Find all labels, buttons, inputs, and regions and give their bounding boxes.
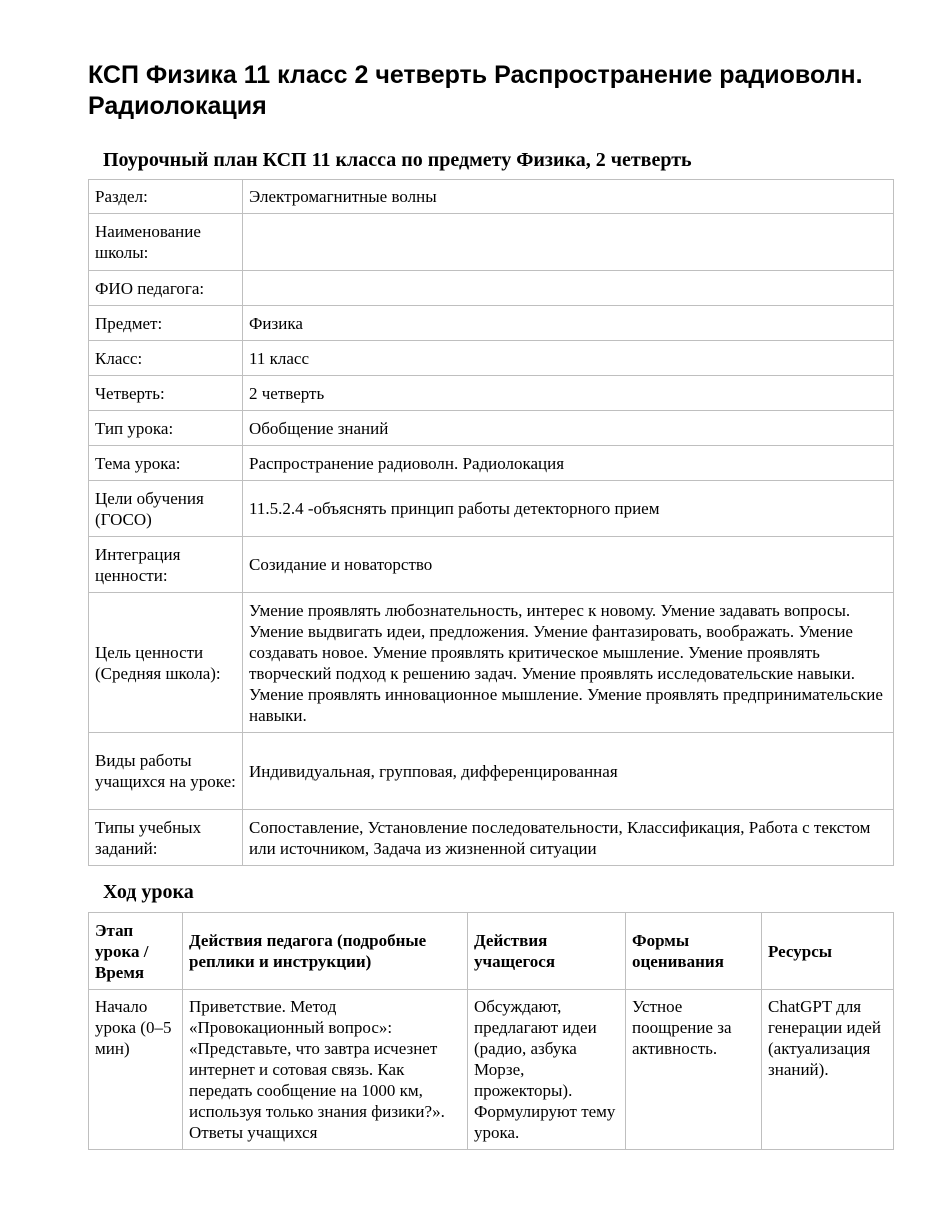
table-row bbox=[89, 810, 894, 866]
table-row bbox=[89, 180, 894, 214]
course-heading: Ход урока bbox=[103, 881, 194, 903]
plan-label: Раздел: bbox=[89, 180, 243, 214]
table-row bbox=[89, 411, 894, 446]
document-title: КСП Физика 11 класс 2 четверть Распространение радиоволн. Радиолокация bbox=[88, 61, 863, 120]
column-header-teacher-actions: Действия педагога (подробные реплики и инструкции) bbox=[183, 913, 468, 990]
plan-value: 2 четверть bbox=[243, 376, 894, 411]
plan-value: Умение проявлять любознательность, интерес к новому. Умение задавать вопросы. Умение выдвигать идеи, предложения. Умение фантазировать, воображать. Умение создавать новое. Умение проявлять критическое мышление. Умение проявлять творческий подход к решению задач. Умение проявлять исследовательские навыки. Умение проявлять инновационное мышление. Умение проявлять предпринимательские навыки. bbox=[243, 593, 894, 733]
table-row bbox=[89, 306, 894, 341]
plan-value: 11.5.2.4 -объяснять принцип работы детекторного прием bbox=[243, 481, 894, 537]
plan-label: Цели обучения (ГОСО) bbox=[89, 481, 243, 537]
plan-label: Цель ценности (Средняя школа): bbox=[89, 593, 243, 733]
cell-teacher-actions: Приветствие. Метод «Провокационный вопрос»: «Представьте, что завтра исчезнет интернет и сотовая связь. Как передать сообщение на 1000 км, используя только знания физики?». Ответы учащихся bbox=[183, 990, 468, 1150]
plan-label: Класс: bbox=[89, 341, 243, 376]
plan-value: Обобщение знаний bbox=[243, 411, 894, 446]
plan-value: Индивидуальная, групповая, дифференцированная bbox=[243, 733, 894, 810]
column-header-assessment: Формы оценивания bbox=[626, 913, 762, 990]
table-row bbox=[89, 341, 894, 376]
table-row bbox=[89, 271, 894, 306]
cell-resources: ChatGPT для генерации идей (актуализация знаний). bbox=[762, 990, 894, 1150]
plan-label: Предмет: bbox=[89, 306, 243, 341]
table-row bbox=[89, 733, 894, 810]
table-row bbox=[89, 593, 894, 733]
table-row bbox=[89, 990, 894, 1150]
cell-assessment: Устное поощрение за активность. bbox=[626, 990, 762, 1150]
column-header-stage: Этап урока / Время bbox=[89, 913, 183, 990]
plan-label: Четверть: bbox=[89, 376, 243, 411]
plan-value: Электромагнитные волны bbox=[243, 180, 894, 214]
column-header-resources: Ресурсы bbox=[762, 913, 894, 990]
course-table bbox=[88, 912, 894, 1150]
plan-value: 11 класс bbox=[243, 341, 894, 376]
plan-value: Сопоставление, Установление последовательности, Классификация, Работа с текстом или источником, Задача из жизненной ситуации bbox=[243, 810, 894, 866]
plan-label: ФИО педагога: bbox=[89, 271, 243, 306]
table-row bbox=[89, 214, 894, 271]
plan-table bbox=[88, 179, 894, 866]
plan-label: Виды работы учащихся на уроке: bbox=[89, 733, 243, 810]
plan-label: Тип урока: bbox=[89, 411, 243, 446]
plan-value: Созидание и новаторство bbox=[243, 537, 894, 593]
plan-label: Наименование школы: bbox=[89, 214, 243, 271]
table-row bbox=[89, 481, 894, 537]
table-row bbox=[89, 446, 894, 481]
plan-heading: Поурочный план КСП 11 класса по предмету Физика, 2 четверть bbox=[103, 149, 692, 171]
plan-label: Тема урока: bbox=[89, 446, 243, 481]
table-row bbox=[89, 537, 894, 593]
table-header-row bbox=[89, 913, 894, 990]
plan-value: Физика bbox=[243, 306, 894, 341]
plan-value bbox=[243, 271, 894, 306]
cell-student-actions: Обсуждают, предлагают идеи (радио, азбука Морзе, прожекторы). Формулируют тему урока. bbox=[468, 990, 626, 1150]
plan-label: Интеграция ценности: bbox=[89, 537, 243, 593]
column-header-student-actions: Действия учащегося bbox=[468, 913, 626, 990]
plan-label: Типы учебных заданий: bbox=[89, 810, 243, 866]
plan-value: Распространение радиоволн. Радиолокация bbox=[243, 446, 894, 481]
table-row bbox=[89, 376, 894, 411]
plan-value bbox=[243, 214, 894, 271]
cell-stage: Начало урока (0–5 мин) bbox=[89, 990, 183, 1150]
